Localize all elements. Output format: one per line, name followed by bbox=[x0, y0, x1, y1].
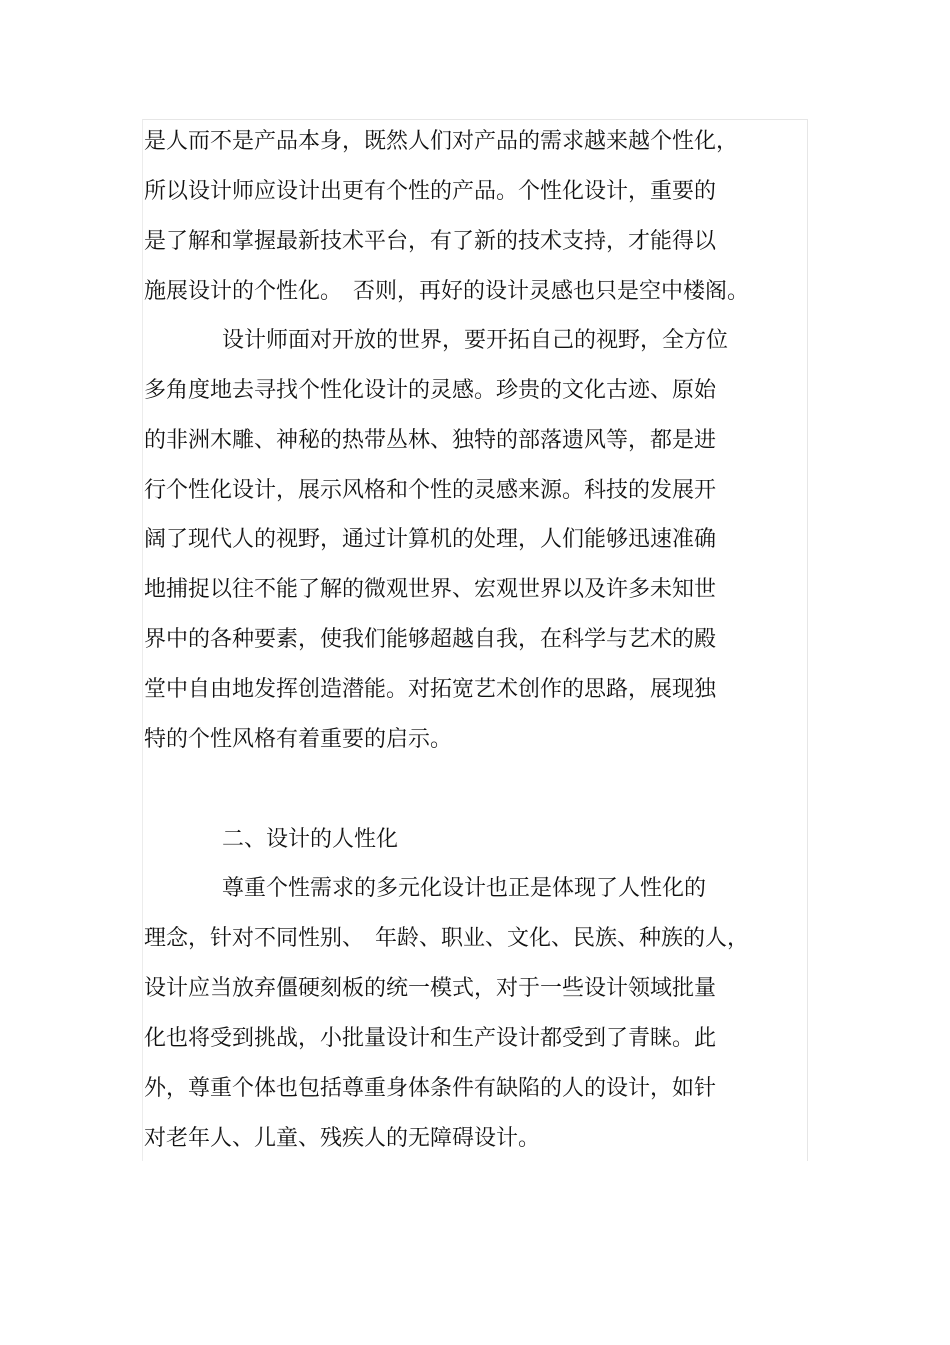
paragraph-1-line-1: 是人而不是产品本身，既然人们对产品的需求越来越个性化， bbox=[144, 129, 739, 154]
paragraph-2-line-5: 阔了现代人的视野，通过计算机的处理，人们能够迅速准确 bbox=[144, 527, 717, 552]
paragraph-3-line-4: 化也将受到挑战，小批量设计和生产设计都受到了青睐。此 bbox=[144, 1026, 717, 1051]
paragraph-1-line-4: 施展设计的个性化。 否则，再好的设计灵感也只是空中楼阁。 bbox=[144, 279, 750, 304]
paragraph-2-line-4: 行个性化设计，展示风格和个性的灵感来源。科技的发展开 bbox=[144, 478, 717, 503]
paragraph-3-line-3: 设计应当放弃僵硬刻板的统一模式，对于一些设计领域批量 bbox=[144, 976, 717, 1001]
paragraph-1-line-3: 是了解和掌握最新技术平台，有了新的技术支持，才能得以 bbox=[144, 229, 717, 254]
paragraph-1-line-2: 所以设计师应设计出更有个性的产品。个性化设计，重要的 bbox=[144, 179, 717, 204]
section-heading: 二、设计的人性化 bbox=[222, 827, 399, 852]
paragraph-2-line-3: 的非洲木雕、神秘的热带丛林、独特的部落遗风等，都是进 bbox=[144, 428, 717, 453]
paragraph-3-line-1: 尊重个性需求的多元化设计也正是体现了人性化的 bbox=[222, 876, 707, 901]
paragraph-3-line-6: 对老年人、儿童、残疾人的无障碍设计。 bbox=[144, 1126, 541, 1151]
paragraph-3-line-5: 外，尊重个体也包括尊重身体条件有缺陷的人的设计，如针 bbox=[144, 1076, 717, 1101]
paragraph-2-line-1: 设计师面对开放的世界，要开拓自己的视野，全方位 bbox=[222, 328, 729, 353]
paragraph-2-line-2: 多角度地去寻找个性化设计的灵感。珍贵的文化古迹、原始 bbox=[144, 378, 717, 403]
paragraph-2-line-9: 特的个性风格有着重要的启示。 bbox=[144, 727, 453, 752]
paragraph-2-line-8: 堂中自由地发挥创造潜能。对拓宽艺术创作的思路，展现独 bbox=[144, 677, 717, 702]
paragraph-3-line-2: 理念，针对不同性别、 年龄、职业、文化、民族、种族的人， bbox=[144, 926, 750, 951]
paragraph-2-line-6: 地捕捉以往不能了解的微观世界、宏观世界以及许多未知世 bbox=[144, 577, 717, 602]
paragraph-2-line-7: 界中的各种要素，使我们能够超越自我，在科学与艺术的殿 bbox=[144, 627, 717, 652]
